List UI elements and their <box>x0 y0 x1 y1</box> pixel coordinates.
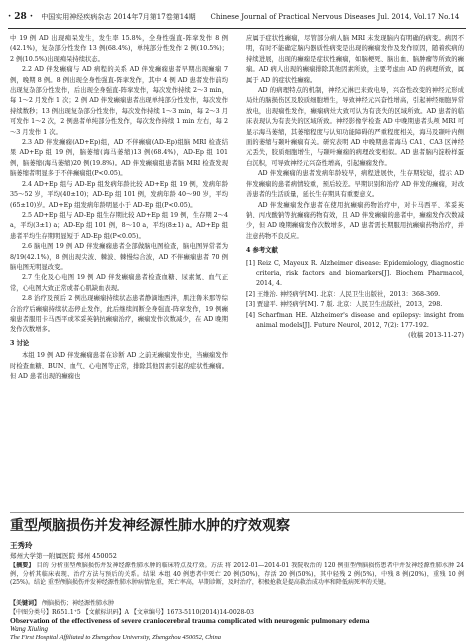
body-paragraph: AD 伴发癫痫的患者发病年龄较早，病程进展快，生存期较短，提示 AD 伴发癫痫的患者病情较重，预后较差。早期识别和治疗 AD 伴发的癫痫，对改善患者的生活质量，延长生存期具有重要意义。 <box>246 170 464 199</box>
article-title: 重型颅脑损伤并发神经源性肺水肿的疗效观察 <box>10 518 290 534</box>
article-keywords <box>10 598 114 607</box>
abstract-text: 目的 分析重型颅脑损伤并发神经源性肺水肿的临床特点及疗效。方法 将 2012-01—2014-01 我院收治的 120 例重型颅脑损伤患者中并发神经源性肺水肿 24 例，分析其临床表现、治疗方法与预后的关系。结果 本组 40 例患者中死亡 20 例(50%)，存活 20 例(50%)，其中轻残 2 例(5%)，中残 8 例(20%)，重残 10 例(25%)。结论 重型颅脑损伤并发神经源性肺水肿病情危重，死亡率高，早期诊断，及时治疗，积极抢救是提高救治成功率和降低病死率的关键。 <box>10 562 464 587</box>
body-paragraph: 2.7 生化及心电图 19 例 AD 伴发癫痫患者检查血糖、尿素氮、血气正常，心电图大致正常或者心肌缺血表现。 <box>10 274 228 292</box>
article-divider <box>10 512 464 513</box>
body-paragraph: 中 19 例 AD 出现痴呆发生，发生率 15.8%，全身性强直-阵挛发作 8 例(42.1%)，复杂部分性发作 13 例(68.4%)，单纯部分性发作 2 例(10.5%)；2 例(10.5%)出现痴呆持续状态。 <box>10 35 228 63</box>
article-authors: 王秀玲 <box>10 541 33 550</box>
keywords-text: 颅脑损伤；神经源性肺水肿 <box>41 600 114 607</box>
journal-name-en: Chinese Journal of Practical Nervous Diseases Jul. 2014, Vol.17 No.14 <box>210 13 460 21</box>
body-paragraph: 应属于症状性癫痫，尽管部分病人脑 MRI 未发现脑内有明确的病变。病因不明，有时不能确定脑内器质性病变是出现的癫痫发作及发作原因，随着疾病的持续进展，出现的癫痫是症状性癫痫，如脑梗死、脑出血、脑肿瘤等所致的癫痫。AD 病人出现的癫痫排除其他因素所致，主要考虑由 AD 的病理所致，属属于 AD 的症状性癫痫。 <box>246 35 464 84</box>
reference-item: [3] 贾建平. 神经病学[M]. 7 版. 北京：人民卫生出版社，2013，298. <box>246 301 443 309</box>
body-paragraph: 2.4 AD+Ep 组与 AD-Ep 组发病年龄比较 AD+Ep 组 19 例，发病年龄 35～52 岁，平均(40±10)；AD-Ep 组 101 例，发病年龄 40～90 岁，平均(65±10)岁。AD+Ep 组发病年龄明显小于 AD-Ep 组(P<0.05)。 <box>10 180 228 209</box>
journal-name-cn: 中国实用神经疾病杂志 2014年7月第17卷第14期 <box>41 13 196 21</box>
article-affiliation-en: The First Hospital Affiliated to Zhengzhou University, Zhengzhou 450052, China <box>10 634 221 641</box>
article-classification: 【中图分类号】R651.1⁺5 【文献标识码】A 【文章编号】1673-5110(2014)14-0028-03 <box>10 609 254 616</box>
received-date: (收稿 2013-11-27) <box>408 332 464 340</box>
abstract-label: 【摘要】 <box>10 562 35 569</box>
page-number: · 28 · <box>8 12 34 22</box>
reference-item: [2] 王维治. 神经病学[M]. 北京：人民卫生出版社，2013：368-369. <box>246 290 441 298</box>
keywords-label: 【关键词】 <box>10 600 41 607</box>
article-author-en: Wang Xiuling <box>10 625 49 633</box>
body-paragraph: 2.5 AD+Ep 组与 AD-Ep 组生存期比较 AD+Ep 组 19 例，生存期 2～4 a，平均(3±1) a；AD-Ep 组 101 例，8～10 a，平均(8±1) a。AD+Ep 组患者平均生存期明显短于 AD-Ep 组(P<0.05)。 <box>10 211 228 240</box>
right-column <box>246 34 464 506</box>
article-title-en: Observation of the effectiveness of severe craniocerebral trauma complicated with neurogenic pulmonary edema <box>10 616 370 625</box>
reference-item: [1] Reiz C, Mayeux R. Alzheimer disease: Epidemiology, diagnostic criteria, risk factors and biomarkers[J]. Biochem Pharmacol, 2014, 4. <box>246 259 464 288</box>
references-heading: 4 参考文献 <box>246 247 278 255</box>
body-paragraph: 2.8 治疗及预后 2 例出现癫痫持续状态患者静滴地西泮，肌注鲁米那等综合治疗后癫痫持续状态停止发作，此后继续间断全身强直-阵挛发作，19 例癫痫患者服用卡马西平或苯妥英钠抗癫痫治疗，癫痫发作次数减少，在 AD 晚期发作次数增多。 <box>10 295 228 334</box>
body-paragraph: 本组 19 例 AD 伴发癫痫患者在诊断 AD 之前无癫痫发作史，当癫痫发作时检查血糖、BUN、血气、心电图等正常，排除其他因素引起的症状性癫痫。但 AD 患者出现的癫痫也 <box>10 352 228 380</box>
body-paragraph: 2.3 AD 伴发癫痫(AD+Ep)组，AD 不伴癫痫(AD-Ep)组脑 MRI 检查结果 AD+Ep 组 19 例，脑萎缩(海马萎缩)13 例(68.4%)，AD-Ep 组 101 例，脑萎缩(海马萎缩)20 例(19.8%)。AD 伴发癫痫组患者脑 MRI 检查发现脑萎缩者明显多于不伴癫痫组(P<0.05)。 <box>10 139 228 178</box>
reference-item: [4] Scharfman HE. Alzheimer's disease and epilepsy: insight from animal models[J]. Future Neurol, 2012, 7(2): 177-192. <box>246 311 464 329</box>
body-paragraph: 2.6 脑电图 19 例 AD 伴发癫痫患者全部做脑电图检查，脑电图异常者为 8/19(42.1%)，8 例出现尖波、棘波、棘慢综合波，AD 不伴癫痫患者 70 例脑电图无明显改变。 <box>10 243 228 271</box>
body-paragraph: AD 伴发癫痫发作患者在使用抗癫痫药物治疗中，对卡马西平、苯妥英钠、丙戊酸钠等抗癫痫药物有效，且 AD 伴发癫痫的患者中，癫痫发作次数减少，但 AD 晚期癫痫发作次数增多，AD 患者需长期服用抗癫痫药物治疗，并注意药物不良反应。 <box>246 201 464 240</box>
body-paragraph: 2.2 AD 伴发癫痫与 AD 病程的关系 AD 伴发癫痫患者早期出现癫痫 7 例，晚期 8 例。8 例出现全身性强直-阵挛发作，其中 4 例 AD 患者发作前均出现复杂部分性发作，后出现全身强直-阵挛发作，每次发作持续 2～3 min，每 1～2 月发作 1 次；2 例 AD 伴发癫痫患者出现单纯部分性发作，每次发作持续数秒；13 例出现复杂部分性发作，每次发作持续 1～3 min，每 2～3 月可发作 1～2 次，2 例患者单纯部分性发作，每次发作持续 1 min 左右，每 2～3 月发作 1 次。 <box>10 66 228 136</box>
article-abstract <box>10 562 464 596</box>
left-column <box>10 34 228 506</box>
page-header <box>8 6 466 29</box>
body-paragraph: AD 的病理特点的机制，神经元淋巴来致电导，兴奋性改变的神经元形成局灶的脑损伤区及胶质细胞增生，导致神经元兴奋性增高，引起神经细胞异常放电，出现痫性发作，癫痫病灶大致可认为有丧失的区域所致。AD 患者的临床表现认为有丧失的区域所致。神经影像学检查 AD 中晚期患者头颅 MRI 可显示海马萎缩，其萎缩程度与认知功能障碍的严重程度相关，海马及颞叶内侧面的萎缩与颞叶癫痫有关。研究表明 AD 中晚期患者海马 CA1、CA3 区神经元丢失，胶质细胞增生，与颞叶癫痫的病理改变相似。AD 患者脑内淀粉样蛋白沉积，可导致神经元兴奋性增高，引起癫痫发作。 <box>246 87 464 167</box>
header-separator <box>201 13 205 21</box>
section-heading: 3 讨论 <box>10 339 30 347</box>
article-affiliation: 郑州大学第一附属医院 郑州 450052 <box>10 552 117 560</box>
